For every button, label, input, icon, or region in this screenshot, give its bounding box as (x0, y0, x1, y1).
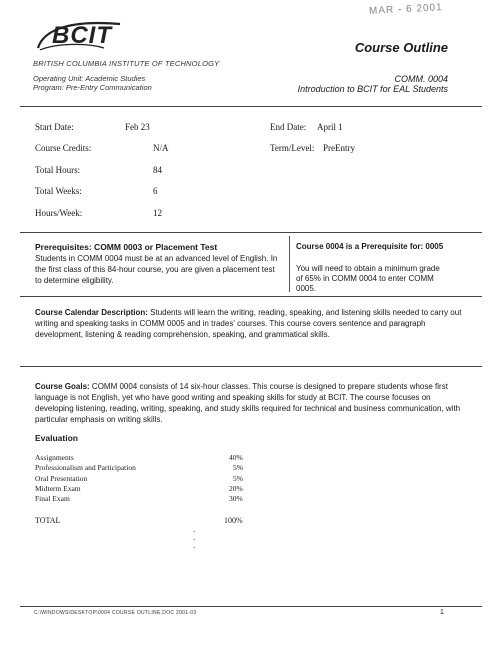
evaluation-total-label: TOTAL (35, 516, 61, 525)
evaluation-total-value: 100% (224, 516, 243, 525)
total-hours-label: Total Hours: (35, 165, 81, 175)
prerequisite-for-heading: Course 0004 is a Prerequisite for: 0005 (296, 242, 444, 251)
evaluation-weight: 5% (233, 474, 243, 483)
course-credits-value: N/A (153, 143, 169, 153)
document-title: Course Outline (354, 40, 448, 55)
total-hours-value: 84 (153, 165, 162, 175)
evaluation-item: Professionalism and Participation (35, 463, 136, 472)
start-date-label: Start Date: (35, 122, 74, 132)
course-code: COMM. 0004 (394, 74, 448, 84)
total-weeks-label: Total Weeks: (35, 186, 82, 196)
end-date-label: End Date: (270, 122, 307, 132)
term-level-value: PreEntry (323, 143, 355, 153)
calendar-description-label: Course Calendar Description: (35, 308, 148, 317)
evaluation-heading: Evaluation (35, 433, 78, 443)
institute-name: BRITISH COLUMBIA INSTITUTE OF TECHNOLOGY (33, 59, 220, 68)
start-date-value: Feb 23 (125, 122, 150, 132)
evaluation-weight: 30% (229, 494, 243, 503)
term-level-label: Term/Level: (270, 143, 315, 153)
received-date-stamp: MAR - 6 2001 (368, 2, 443, 17)
evaluation-weight: 20% (229, 484, 243, 493)
course-title: Introduction to BCIT for EAL Students (297, 84, 448, 94)
total-weeks-value: 6 (153, 186, 158, 196)
calendar-description-text: Students will learn the writing, reading, speaking, and listening skills needed to carry out writing and speaking tasks in COMM 0005 and in trades' courses. This course covers sentence and paragraph development, listening & reading comprehension, speaking, and grammatical skills. (35, 308, 462, 339)
prerequisite-for-text: You will need to obtain a minimum grade of 65% in COMM 0004 to enter COMM 0005. (296, 264, 440, 293)
info-divider (20, 232, 482, 233)
end-date-value: April 1 (317, 122, 343, 132)
header-divider (20, 106, 482, 107)
course-goals-text: COMM 0004 consists of 14 six-hour classes. This course is designed to prepare students whose first language is not English, yet who have good writing and speaking skills for study at BCIT. The course focuses on developing listening, reading, writing, speaking, and study skills required for technical and business communication, with particular emphasis on writing skills. (35, 382, 461, 424)
program-name: Program: Pre-Entry Communication (33, 83, 152, 92)
calendar-description (35, 307, 465, 340)
course-credits-label: Course Credits: (35, 143, 92, 153)
evaluation-item: Oral Presentation (35, 474, 88, 483)
scan-dots: · · · (193, 527, 196, 552)
prerequisites-divider (20, 296, 482, 297)
evaluation-weight: 5% (233, 463, 243, 472)
calendar-divider (20, 366, 482, 367)
operating-unit: Operating Unit: Academic Studies (33, 74, 146, 83)
prerequisites-text: Students in COMM 0004 must be at an advanced level of English. In the first class of this 84-hour course, you are given a placement test to determine eligibility. (35, 254, 278, 285)
course-goals-label: Course Goals: (35, 382, 90, 391)
hours-per-week-value: 12 (153, 208, 162, 218)
evaluation-item: Final Exam (35, 494, 70, 503)
footer-file-path: C:\WINDOWS\DESKTOP\0004 COURSE OUTLINE.DOC 2001-03 (34, 610, 197, 616)
hours-per-week-label: Hours/Week: (35, 208, 83, 218)
course-goals (35, 381, 465, 425)
evaluation-item: Midterm Exam (35, 484, 81, 493)
prerequisites-column-divider (289, 236, 290, 292)
bcit-logo: BCIT (52, 22, 112, 49)
prerequisites-heading: Prerequisites: COMM 0003 or Placement Test (35, 242, 218, 252)
footer-divider (20, 606, 482, 607)
footer-page-number: 1 (440, 609, 444, 616)
evaluation-weight: 40% (229, 453, 243, 462)
evaluation-item: Assignments (35, 453, 74, 462)
